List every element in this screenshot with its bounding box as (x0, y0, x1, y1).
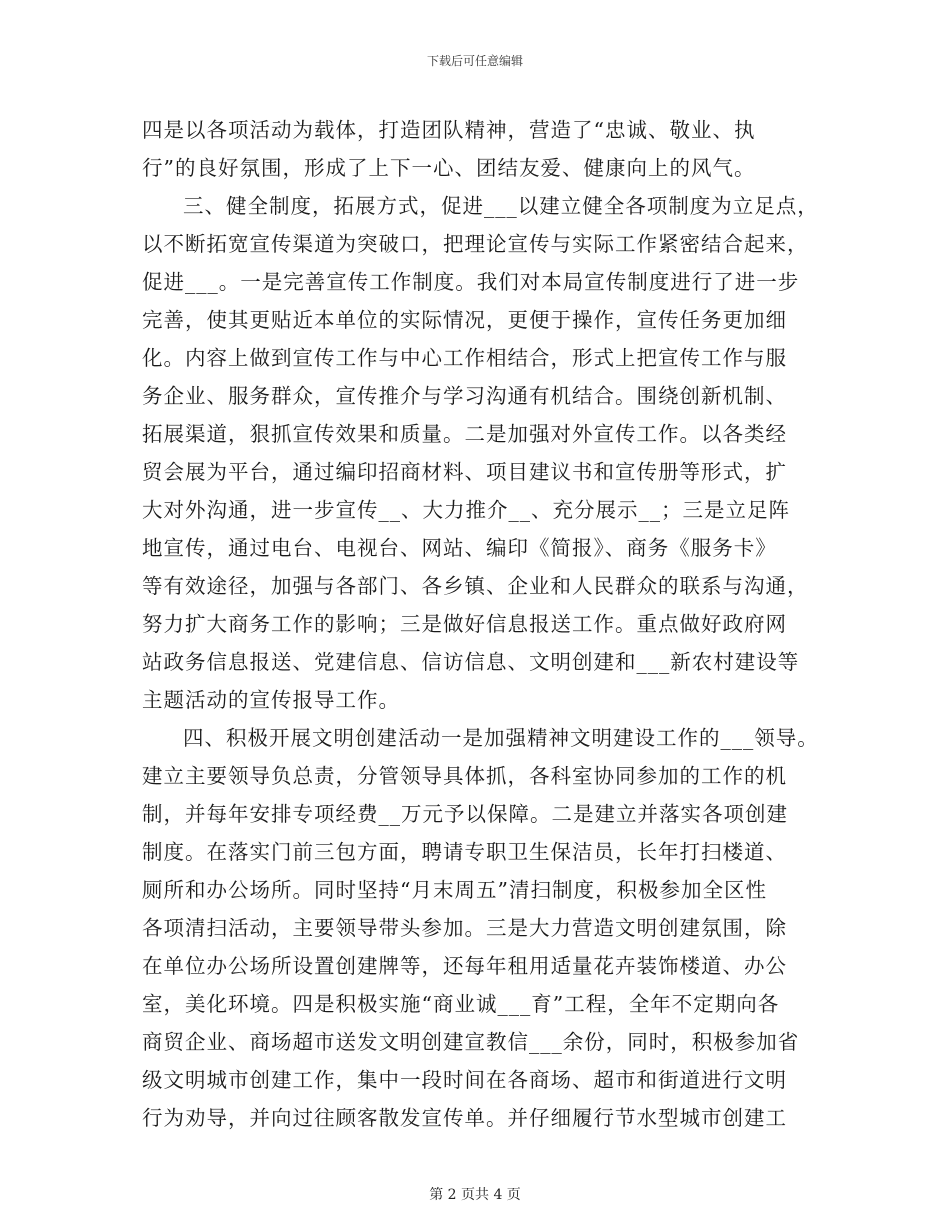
text-line: 在单位办公场所设置创建牌等，还每年租用适量花卉装饰楼道、办公 (142, 954, 787, 978)
text-line: 制，并每年安排专项经费__万元予以保障。二是建立并落实各项创建 (142, 802, 788, 826)
text-line: 努力扩大商务工作的影响；三是做好信息报送工作。重点做好政府网 (142, 612, 787, 636)
text-line: 建立主要领导负总责，分管领导具体抓，各科室协同参加的工作的机 (142, 764, 787, 788)
document-body (142, 111, 822, 1137)
text-line: 行”的良好氛围，形成了上下一心、团结友爱、健康向上的风气。 (142, 156, 756, 180)
text-line: 促进___。一是完善宣传工作制度。我们对本局宣传制度进行了进一步 (142, 270, 800, 294)
text-line: 站政务信息报送、党建信息、信访信息、文明创建和___新农村建设等 (142, 650, 800, 674)
text-line: 商贸企业、商场超市送发文明创建宣教信___余份，同时，积极参加省 (142, 1030, 800, 1054)
text-line: 拓展渠道，狠抓宣传效果和质量。二是加强对外宣传工作。以各类经 (142, 422, 787, 446)
text-line: 贸会展为平台，通过编印招商材料、项目建议书和宣传册等形式，扩 (142, 460, 787, 484)
text-line: 室，美化环境。四是积极实施“商业诚___育”工程，全年不定期向各 (142, 992, 780, 1016)
text-line: 等有效途径，加强与各部门、各乡镇、企业和人民群众的联系与沟通， (142, 574, 809, 598)
text-line: 行为劝导，并向过往顾客散发宣传单。并仔细履行节水型城市创建工 (142, 1106, 787, 1130)
text-line: 各项清扫活动，主要领导带头参加。三是大力营造文明创建氛围，除 (142, 916, 787, 940)
text-line: 完善，使其更贴近本单位的实际情况，更便于操作，宣传任务更加细 (142, 308, 787, 332)
section-heading-line: 四、积极开展文明创建活动一是加强精神文明建设工作的___领导。 (183, 726, 819, 750)
text-line: 制度。在落实门前三包方面，聘请专职卫生保洁员，长年打扫楼道、 (142, 840, 787, 864)
text-line: 地宣传，通过电台、电视台、网站、编印《简报》、商务《服务卡》 (142, 536, 777, 560)
text-line: 四是以各项活动为载体，打造团队精神，营造了“忠诚、敬业、执 (142, 118, 756, 142)
text-line: 级文明城市创建工作，集中一段时间在各商场、超市和街道进行文明 (142, 1068, 787, 1092)
page-header: 下载后可任意编辑 (426, 54, 523, 68)
text-line: 主题活动的宣传报导工作。 (142, 688, 400, 712)
text-line: 厕所和办公场所。同时坚持“月末周五”清扫制度，积极参加全区性 (142, 878, 767, 902)
text-line: 以不断拓宽宣传渠道为突破口，把理论宣传与实际工作紧密结合起来， (142, 232, 809, 256)
text-line: 务企业、服务群众，宣传推介与学习沟通有机结合。围绕创新机制、 (142, 384, 787, 408)
text-line: 化。内容上做到宣传工作与中心工作相结合，形式上把宣传工作与服 (142, 346, 787, 370)
section-heading-line: 三、健全制度，拓展方式，促进___以建立健全各项制度为立足点， (183, 194, 819, 218)
page-number-footer: 第 2 页共 4 页 (429, 1187, 521, 1203)
text-line: 大对外沟通，进一步宣传__、大力推介__、充分展示__；三是立足阵 (142, 498, 790, 522)
